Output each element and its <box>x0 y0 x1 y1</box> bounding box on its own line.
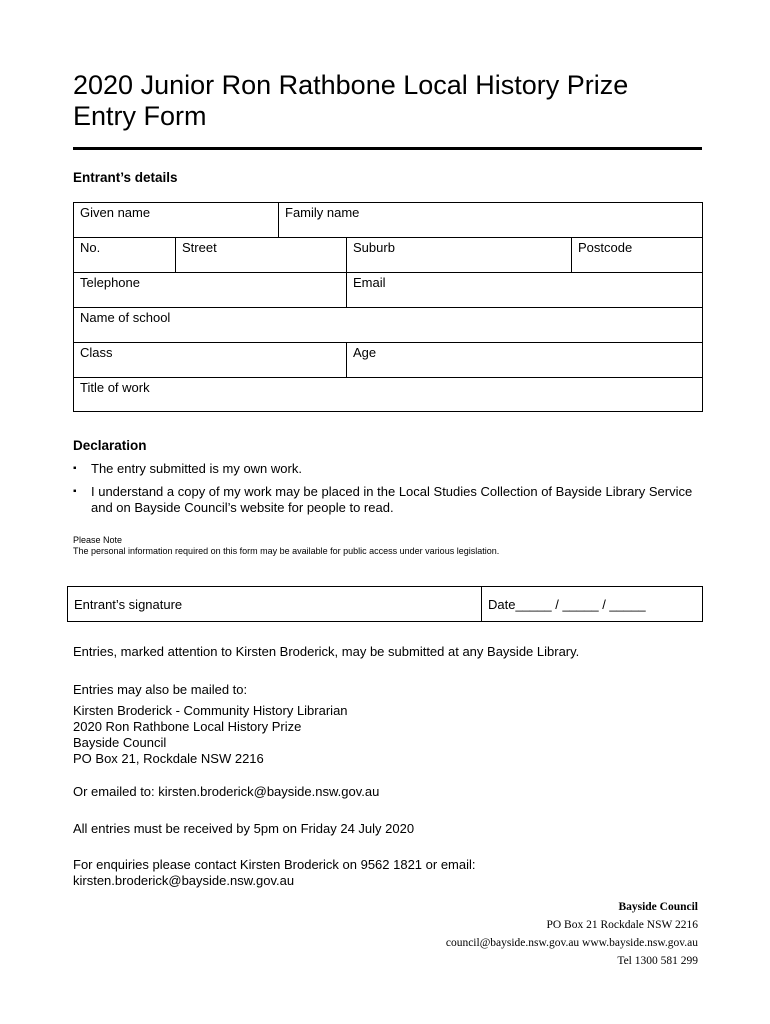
enquiries-email-link[interactable]: kirsten.broderick@bayside.nsw.gov.au <box>73 873 295 888</box>
footer-contact: council@bayside.nsw.gov.au www.bayside.nsw.gov.au <box>445 937 698 949</box>
family-name-label: Family name <box>285 205 360 220</box>
note-text: The personal information required on this form may be available for public access under various legislation. <box>73 546 500 556</box>
telephone-label: Telephone <box>80 275 140 290</box>
bullet-icon: ▪ <box>73 486 77 497</box>
submission-text: Entries, marked attention to Kirsten Broderick, may be submitted at any Bayside Library. <box>73 644 580 659</box>
school-name-field[interactable] <box>74 308 702 342</box>
age-label: Age <box>353 345 377 360</box>
school-name-label: Name of school <box>80 310 171 325</box>
title-line-1: 2020 Junior Ron Rathbone Local History Prize <box>73 70 629 100</box>
telephone-field[interactable] <box>74 273 346 307</box>
age-field[interactable] <box>347 343 702 377</box>
enquiries-line: For enquiries please contact Kirsten Broderick on 9562 1821 or email: <box>73 857 476 872</box>
address-line: PO Box 21, Rockdale NSW 2216 <box>73 751 264 766</box>
title-of-work-field[interactable] <box>74 378 702 411</box>
title-divider <box>73 147 702 150</box>
address-line: Bayside Council <box>73 735 167 750</box>
class-label: Class <box>80 345 113 360</box>
given-name-field[interactable] <box>74 203 278 237</box>
suburb-label: Suburb <box>353 240 395 255</box>
entrant-details-heading: Entrant’s details <box>73 170 178 185</box>
declaration-heading: Declaration <box>73 438 147 453</box>
email-label: Email <box>353 275 386 290</box>
street-number-label: No. <box>80 240 101 255</box>
enquiries-text <box>73 857 476 889</box>
street-number-field[interactable] <box>74 238 175 272</box>
privacy-note <box>73 535 499 557</box>
footer-address: PO Box 21 Rockdale NSW 2216 <box>546 919 698 931</box>
signature-field[interactable]: Entrant’s signature <box>74 597 183 612</box>
note-label: Please Note <box>73 535 123 545</box>
date-field[interactable]: Date_____ / _____ / _____ <box>488 597 646 612</box>
deadline-text: All entries must be received by 5pm on Friday 24 July 2020 <box>73 821 415 836</box>
entrant-details-table <box>73 202 703 412</box>
street-label: Street <box>182 240 217 255</box>
footer-org: Bayside Council <box>618 901 698 913</box>
declaration-item <box>73 484 703 516</box>
address-line: Kirsten Broderick - Community History Librarian <box>73 703 348 718</box>
email-instructions: Or emailed to: kirsten.broderick@bayside.nsw.gov.au <box>73 784 380 799</box>
mail-intro-text: Entries may also be mailed to: <box>73 682 248 697</box>
declaration-list <box>73 461 703 523</box>
postcode-field[interactable] <box>572 238 702 272</box>
declaration-item <box>73 461 703 477</box>
class-field[interactable] <box>74 343 346 377</box>
mailing-address <box>73 703 348 767</box>
declaration-item-text: I understand a copy of my work may be placed in the Local Studies Collection of Bayside Library Service and on Bayside Council’s website for people to read. <box>91 484 693 515</box>
page-title <box>73 70 713 132</box>
family-name-field[interactable] <box>279 203 702 237</box>
email-field[interactable] <box>347 273 702 307</box>
street-field[interactable] <box>176 238 346 272</box>
signature-box <box>67 586 703 622</box>
declaration-item-text: The entry submitted is my own work. <box>91 461 302 476</box>
postcode-label: Postcode <box>578 240 633 255</box>
suburb-field[interactable] <box>347 238 571 272</box>
footer-phone: Tel 1300 581 299 <box>617 955 698 967</box>
address-line: 2020 Ron Rathbone Local History Prize <box>73 719 302 734</box>
signature-divider <box>481 587 482 621</box>
bullet-icon: ▪ <box>73 463 77 474</box>
title-of-work-label: Title of work <box>80 380 150 395</box>
given-name-label: Given name <box>80 205 151 220</box>
title-line-2: Entry Form <box>73 101 207 131</box>
council-footer <box>446 898 698 970</box>
